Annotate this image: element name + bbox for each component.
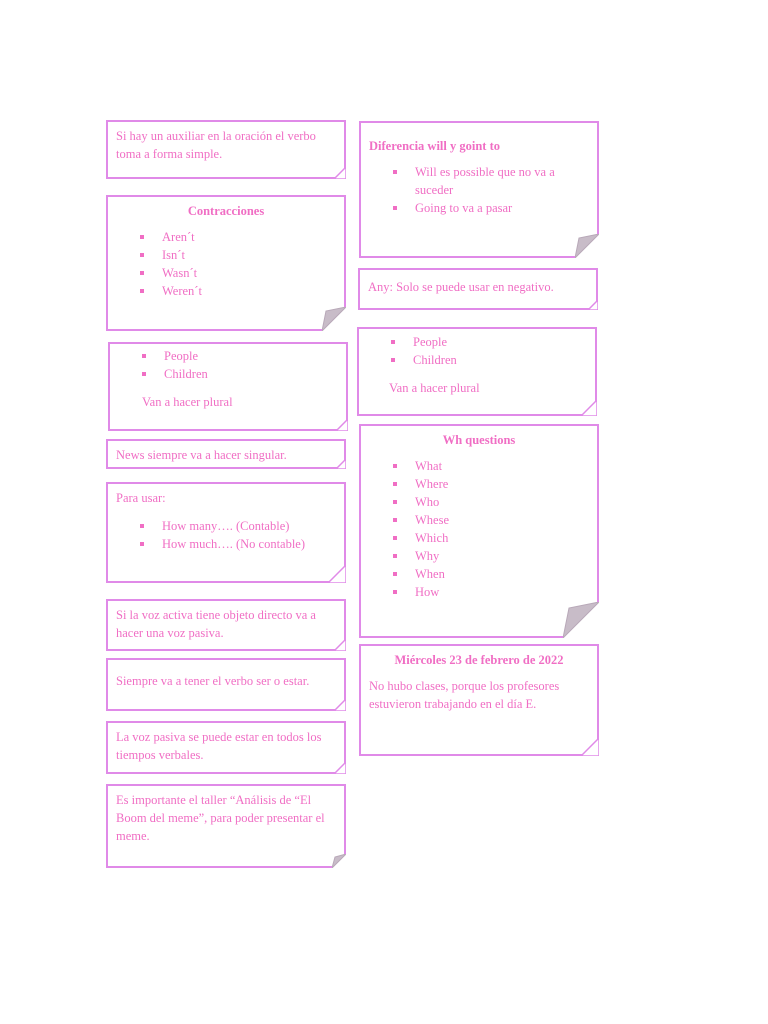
- page-fold-icon: [581, 738, 599, 756]
- page-fold-icon: [581, 400, 597, 416]
- list-item: Isn´t: [116, 246, 336, 264]
- note-voz-pasiva: [106, 721, 346, 774]
- list-item: Weren´t: [116, 282, 336, 300]
- list-item: How many…. (Contable): [116, 517, 336, 535]
- note-title: Miércoles 23 de febrero de 2022: [394, 653, 564, 667]
- note-text: La voz pasiva se puede estar en todos los tiempos verbales.: [116, 730, 322, 762]
- list-item: How much…. (No contable): [116, 535, 336, 553]
- list-item: Who: [369, 493, 589, 511]
- page-fold-icon: [334, 762, 346, 774]
- page-fold-icon: [334, 167, 346, 179]
- note-wh-questions: [359, 424, 599, 638]
- note-text: Any: Solo se puede usar en negativo.: [368, 280, 554, 294]
- page-fold-icon: [336, 419, 348, 431]
- note-news: [106, 439, 346, 469]
- list-item: Wasn´t: [116, 264, 336, 282]
- will-list: [369, 163, 589, 217]
- note-text: Es importante el taller “Análisis de “El Boom del meme”, para poder presentar el meme.: [116, 793, 325, 843]
- contracciones-list: [116, 228, 336, 300]
- note-contracciones: [106, 195, 346, 331]
- note-auxiliar: [106, 120, 346, 179]
- note-plural-left: [108, 342, 348, 431]
- page-fold-icon: [322, 307, 346, 331]
- list-item: Which: [369, 529, 589, 547]
- note-text: Si hay un auxiliar en la oración el verbo toma a forma simple.: [116, 129, 316, 161]
- list-item: Where: [369, 475, 589, 493]
- note-text: No hubo clases, porque los profesores estuvieron trabajando en el día E.: [369, 679, 560, 711]
- page-fold-icon: [588, 300, 598, 310]
- page-fold-icon: [328, 565, 346, 583]
- note-text: Van a hacer plural: [142, 395, 233, 409]
- note-miercoles: [359, 644, 599, 756]
- note-text: Si la voz activa tiene objeto directo va a hacer una voz pasiva.: [116, 608, 316, 640]
- note-voz-activa: [106, 599, 346, 651]
- note-title: Contracciones: [187, 204, 265, 218]
- page-fold-icon: [334, 699, 346, 711]
- note-plural-right: [357, 327, 597, 416]
- note-title: Diferencia will y goint to: [369, 139, 500, 153]
- wh-list: [369, 457, 589, 601]
- list-item: Going to va a pasar: [369, 199, 589, 217]
- note-title: Wh questions: [442, 433, 516, 447]
- list-item: Children: [118, 365, 338, 383]
- note-text: Van a hacer plural: [389, 381, 480, 395]
- note-will-going: [359, 121, 599, 258]
- note-siempre: [106, 658, 346, 711]
- note-taller: [106, 784, 346, 868]
- page-fold-icon: [563, 602, 599, 638]
- list-item: People: [367, 333, 587, 351]
- note-text: Para usar:: [116, 491, 166, 505]
- plural-list: [118, 347, 338, 383]
- list-item: Whese: [369, 511, 589, 529]
- page-fold-icon: [575, 234, 599, 258]
- para-usar-list: [116, 517, 336, 553]
- page-fold-icon: [336, 459, 346, 469]
- page-fold-icon: [334, 639, 346, 651]
- note-any: [358, 268, 598, 310]
- note-text: News siempre va a hacer singular.: [116, 448, 287, 462]
- list-item: Aren´t: [116, 228, 336, 246]
- note-text: Siempre va a tener el verbo ser o estar.: [116, 674, 310, 688]
- list-item: Children: [367, 351, 587, 369]
- page-fold-icon: [332, 854, 346, 868]
- list-item: What: [369, 457, 589, 475]
- list-item: How: [369, 583, 589, 601]
- note-para-usar: [106, 482, 346, 583]
- list-item: Will es possible que no va a suceder: [369, 163, 589, 199]
- plural-list: [367, 333, 587, 369]
- list-item: People: [118, 347, 338, 365]
- list-item: When: [369, 565, 589, 583]
- list-item: Why: [369, 547, 589, 565]
